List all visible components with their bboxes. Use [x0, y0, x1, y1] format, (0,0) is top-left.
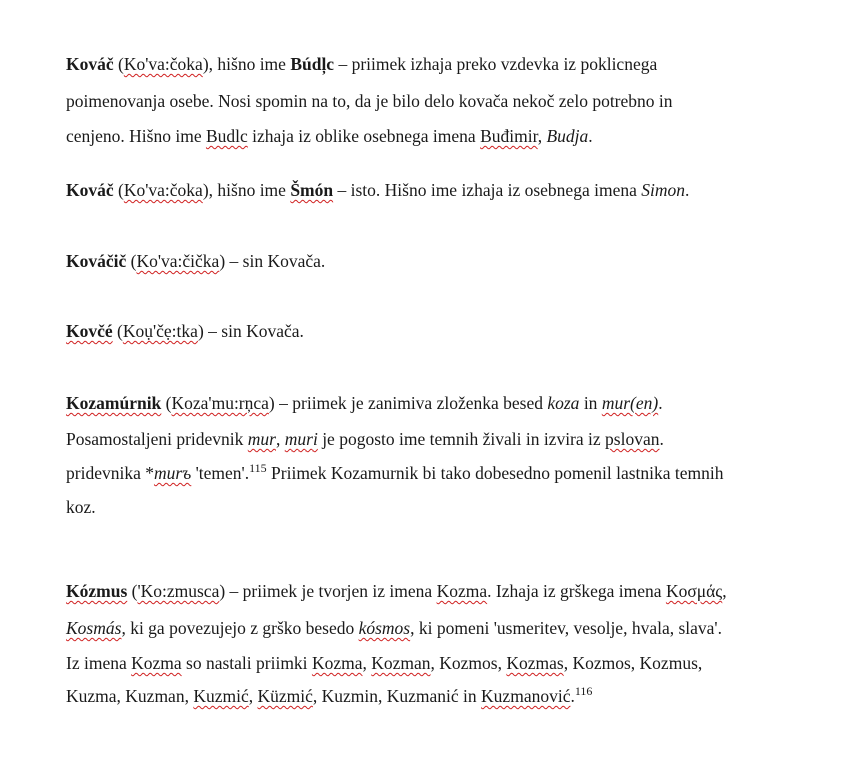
text-line: Posamostaljeni pridevnik mur, muri je pogosto ime temnih živali in izvira iz pslovan. — [66, 429, 664, 449]
pronunciation: Koụ'čẹ:tka — [122, 321, 198, 341]
text-line: Kuzma, Kuzman, Kuzmić, Küzmić, Kuzmin, Kuzmanić in Kuzmanović.$^{116}$ — [66, 684, 593, 706]
text-line: poimenovanja osebe. Nosi spomin na to, da je bilo delo kovača nekoč zelo potrebno in — [66, 91, 673, 111]
spelling-flagged-word: muri — [284, 429, 318, 449]
entry-kovce — [66, 314, 796, 348]
spelling-flagged-word: Budlc — [205, 126, 248, 146]
spelling-flagged-word: mur(en) — [601, 393, 659, 413]
headword: Kovčé — [66, 321, 113, 341]
entry-kozamurnik — [66, 385, 796, 524]
headword: Kováč — [66, 180, 114, 200]
spelling-flagged-word: Kozman — [371, 653, 431, 673]
headword: Kozamúrnik — [66, 393, 162, 413]
spelling-flagged-word: Kuzmić — [193, 686, 249, 706]
spelling-flagged-word: Κοσμάς — [665, 581, 723, 601]
spelling-flagged-word: Küzmić — [257, 686, 313, 706]
house-name: Búdļc — [290, 54, 335, 74]
text-line: Kosmás, ki ga povezujejo z grško besedo kósmos, ki pomeni 'usmeritev, vesolje, hvala, slava'. — [66, 618, 722, 638]
entry-kozmus — [66, 573, 796, 713]
entry-kovacic — [66, 244, 796, 278]
text-line: Kózmus ('Ko:zmusca) – priimek je tvorjen iz imena Kozma. Izhaja iz grškega imena Κοσμάς, — [66, 581, 727, 601]
text-line: Kováč (Ko'va:čoka), hišno ime Šmón – isto. Hišno ime izhaja iz osebnega imena Simon. — [66, 180, 690, 200]
text-line: cenjeno. Hišno ime Budlc izhaja iz oblike osebnega imena Buđimir, Budja. — [66, 126, 593, 146]
entry-kovac-smon — [66, 173, 796, 207]
footnote-ref: 115 — [249, 461, 267, 475]
text-line: Kováčič (Ko'va:čička) – sin Kovača. — [66, 251, 326, 271]
house-name: Šmón — [290, 180, 334, 200]
spelling-flagged-word: Kozma — [131, 653, 182, 673]
text-line: Kovčé (Koụ'čẹ:tka) – sin Kovača. — [66, 321, 304, 341]
spelling-flagged-word: murъ — [153, 463, 192, 483]
spelling-flagged-word: Buđimir — [480, 126, 538, 146]
pronunciation: Ko'va:čoka — [123, 54, 203, 74]
footnote-ref: 116 — [574, 684, 593, 698]
pronunciation: Ko'va:čoka — [123, 180, 203, 200]
entry-kovac-budlc — [66, 46, 796, 153]
text-line: pridevnika *murъ 'temen'.$^{115}$ Priimek Kozamurnik bi tako dobesedno pomenil lastnika temnih — [66, 461, 724, 483]
text-line: Iz imena Kozma so nastali priimki Kozma, Kozman, Kozmos, Kozmas, Kozmos, Kozmus, — [66, 653, 703, 673]
pronunciation: 'Ko:zmusca — [137, 581, 220, 601]
spelling-flagged-word: Kozmas — [506, 653, 564, 673]
spelling-flagged-word: Kozma — [436, 581, 488, 601]
text-line: koz. — [66, 497, 96, 517]
spelling-flagged-word: Kosmás — [66, 618, 122, 638]
pronunciation: Koza'mu:rņca — [171, 393, 269, 413]
spelling-flagged-word: mur — [247, 429, 276, 449]
spelling-flagged-word: Kuzmanović — [481, 686, 571, 706]
headword: Kózmus — [66, 581, 128, 601]
text-line: Kováč (Ko'va:čoka), hišno ime Búdļc – priimek izhaja preko vzdevka iz poklicnega — [66, 54, 658, 74]
spelling-flagged-word: kósmos — [358, 618, 411, 638]
headword: Kováč — [66, 54, 114, 74]
spelling-flagged-word: pslovan — [605, 429, 660, 449]
document-page — [66, 46, 796, 713]
headword: Kováčič — [66, 251, 127, 271]
pronunciation: Ko'va:čička — [136, 251, 220, 271]
text-line: Kozamúrnik (Koza'mu:rņca) – priimek je zanimiva zloženka besed koza in mur(en). — [66, 393, 663, 413]
spelling-flagged-word: Kozma — [311, 653, 363, 673]
